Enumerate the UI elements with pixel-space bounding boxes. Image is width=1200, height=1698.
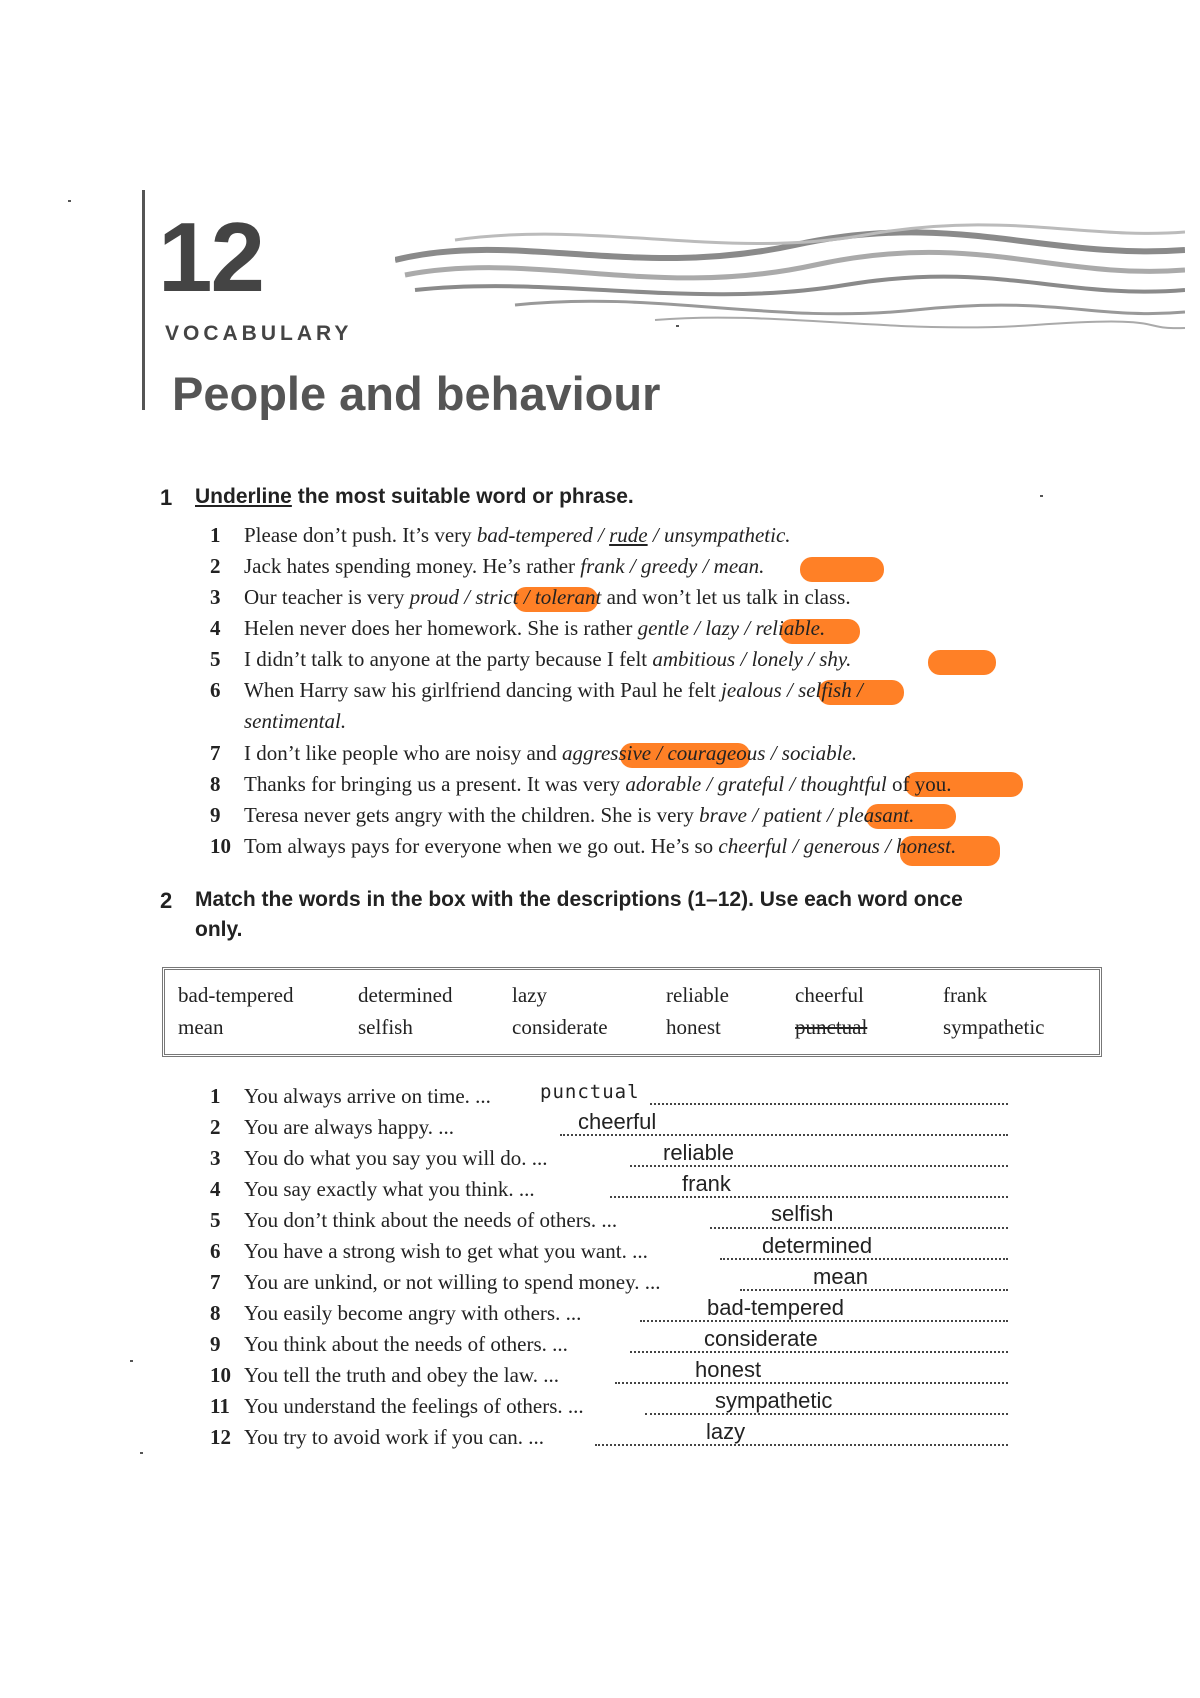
ex2-item: 10 You tell the truth and obey the law. ... <box>210 1363 559 1387</box>
box-word: determined <box>358 983 453 1007</box>
box-word-crossed: punctual <box>795 1015 868 1039</box>
ex1-item: 2 Jack hates spending money. He’s rather frank / greedy / mean. <box>210 554 765 578</box>
ex1-item: 9 Teresa never gets angry with the children. She is very brave / patient / pleasant. <box>210 803 915 827</box>
ex1-item: 3 Our teacher is very proud / strict / tolerant and won’t let us talk in class. <box>210 585 851 609</box>
answer-text[interactable]: bad-tempered <box>707 1295 844 1320</box>
scan-speck <box>130 1360 133 1362</box>
page-title: People and behaviour <box>172 367 661 420</box>
ex1-item: 4 Helen never does her homework. She is rather gentle / lazy / reliable. <box>210 616 826 640</box>
exercise-2-instruction-line2: only. <box>195 918 243 941</box>
ex2-item: 2 You are always happy. ... <box>210 1115 454 1139</box>
answer-line <box>710 1227 1008 1229</box>
instruction-underline-word: Underline <box>195 485 292 508</box>
ex2-item: 6 You have a strong wish to get what you want. ... <box>210 1239 648 1263</box>
answer-text[interactable]: selfish <box>771 1201 834 1226</box>
word-box <box>162 967 1102 1057</box>
answer-text[interactable]: frank <box>682 1171 731 1196</box>
box-word: cheerful <box>795 983 864 1007</box>
box-word: mean <box>178 1015 224 1039</box>
scan-speck <box>676 325 679 327</box>
ex1-item-continued: sentimental. <box>244 709 347 733</box>
exercise-1-instruction <box>195 485 634 509</box>
answer-line <box>630 1351 1008 1353</box>
highlight-shy <box>928 650 996 675</box>
answer-text[interactable]: lazy <box>706 1419 746 1444</box>
scan-speck <box>140 1452 143 1454</box>
header-rule <box>142 190 145 410</box>
ex2-item: 11 You understand the feelings of others. ... <box>210 1394 584 1418</box>
box-word: honest <box>666 1015 721 1039</box>
ex2-item: 8 You easily become angry with others. ... <box>210 1301 582 1325</box>
box-word: frank <box>943 983 988 1007</box>
answer-line <box>615 1382 1008 1384</box>
ex1-item: 5 I didn’t talk to anyone at the party because I felt ambitious / lonely / shy. <box>210 647 852 671</box>
unit-number: 12 <box>158 202 264 312</box>
ex2-item: 7 You are unkind, or not willing to spend money. ... <box>210 1270 661 1294</box>
box-word: selfish <box>358 1015 413 1039</box>
ex1-item: 10 Tom always pays for everyone when we go out. He’s so cheerful / generous / honest. <box>210 834 957 858</box>
answer-text[interactable]: sympathetic <box>715 1388 833 1413</box>
ex2-item: 9 You think about the needs of others. ... <box>210 1332 568 1356</box>
ex1-item: 1 Please don’t push. It’s very bad-tempered / rude / unsympathetic. <box>210 523 791 547</box>
section-label: VOCABULARY <box>165 322 353 345</box>
instruction-text: the most suitable word or phrase. <box>297 485 634 508</box>
decorative-swoosh-graphic <box>395 220 1185 340</box>
ex1-item: 8 Thanks for bringing us a present. It was very adorable / grateful / thoughtful of you. <box>210 772 952 796</box>
answer-line <box>650 1103 1008 1105</box>
answer-text[interactable]: mean <box>813 1264 869 1289</box>
ex1-item: 6 When Harry saw his girlfriend dancing with Paul he felt jealous / selfish / <box>210 678 863 702</box>
ex2-item: 12 You try to avoid work if you can. ... <box>210 1425 545 1449</box>
answer-text[interactable]: reliable <box>663 1140 734 1165</box>
box-word: reliable <box>666 983 729 1007</box>
exercise-1-number: 1 <box>160 485 173 510</box>
highlight-mean <box>800 557 884 582</box>
exercise-2-number: 2 <box>160 888 173 913</box>
box-word: lazy <box>512 983 547 1007</box>
ex2-item: 4 You say exactly what you think. ... <box>210 1177 535 1201</box>
answer-text[interactable]: cheerful <box>578 1109 657 1134</box>
answer-line <box>740 1289 1008 1291</box>
box-word: sympathetic <box>943 1015 1045 1039</box>
scan-speck <box>1040 495 1043 497</box>
answer-text[interactable]: honest <box>695 1357 762 1382</box>
exercise-2-instruction-line1: Match the words in the box with the descriptions (1–12). Use each word once <box>195 888 963 911</box>
answer-line <box>610 1196 1008 1198</box>
scan-speck <box>68 200 71 202</box>
answer-text[interactable]: determined <box>762 1233 873 1258</box>
answer-text[interactable]: considerate <box>704 1326 818 1351</box>
answer-text[interactable]: punctual <box>540 1081 640 1103</box>
box-word: bad-tempered <box>178 983 294 1007</box>
ex2-item: 5 You don’t think about the needs of others. ... <box>210 1208 618 1232</box>
ex2-item: 1 You always arrive on time. ... <box>210 1084 491 1108</box>
answer-line <box>595 1444 1008 1446</box>
box-word: considerate <box>512 1015 608 1039</box>
ex1-item: 7 I don’t like people who are noisy and aggressive / courageous / sociable. <box>210 741 858 765</box>
ex2-item: 3 You do what you say you will do. ... <box>210 1146 548 1170</box>
